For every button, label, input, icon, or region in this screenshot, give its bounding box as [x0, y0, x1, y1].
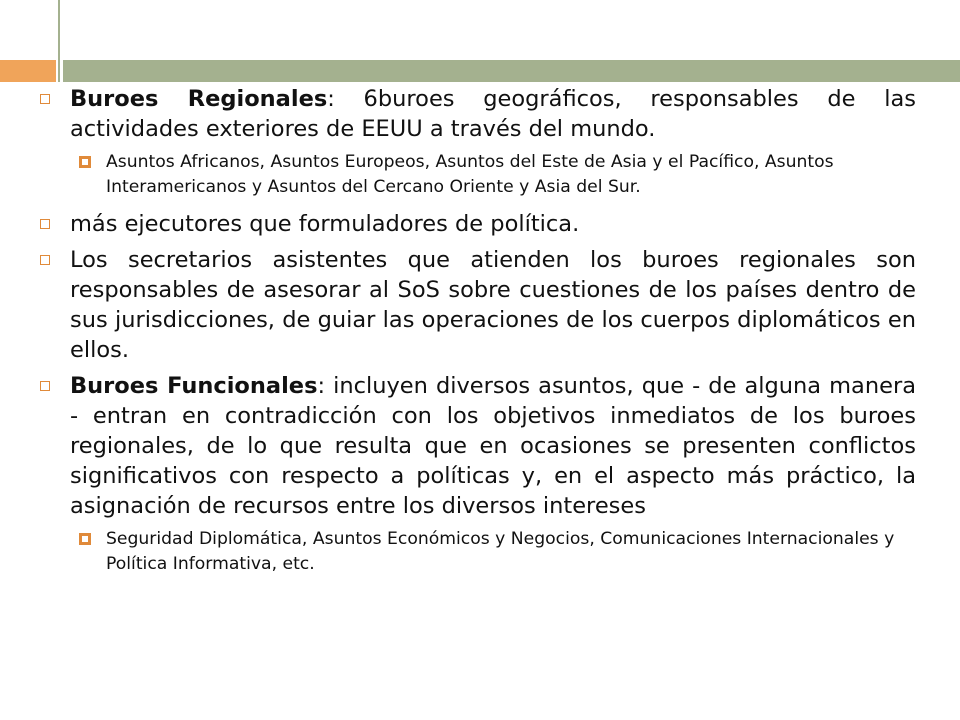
hollow-square-bullet-icon	[40, 255, 50, 265]
bullet-item-executors	[36, 209, 916, 239]
filled-square-bullet-icon	[79, 533, 91, 545]
bullet-text: Los secretarios asistentes que atienden los buroes regionales son responsables de asesorar al SoS sobre cuestiones de los países dentro de sus jurisdicciones, de guiar las operaciones de los cuerpos diplomáticos en ellos.	[70, 247, 916, 363]
slide-body	[36, 84, 916, 586]
hollow-square-bullet-icon	[40, 381, 50, 391]
sub-bullet-functional-list	[36, 527, 916, 576]
bullet-item-regional-bureaus	[36, 84, 916, 144]
header-accent-orange	[0, 60, 56, 82]
bullet-text: : 6buroes geográficos, responsables de las actividades exteriores de EEUU a través del mundo.	[70, 86, 916, 142]
header-accent-green	[63, 60, 960, 82]
hollow-square-bullet-icon	[40, 94, 50, 104]
bullet-item-functional-bureaus	[36, 371, 916, 521]
sub-bullet-text: Asuntos Africanos, Asuntos Europeos, Asuntos del Este de Asia y el Pacífico, Asuntos Interamericanos y Asuntos del Cercano Oriente y Asia del Sur.	[106, 152, 834, 197]
bullet-text: más ejecutores que formuladores de política.	[70, 211, 580, 237]
bullet-item-assistant-secretaries	[36, 245, 916, 365]
bullet-bold-term: Buroes Regionales	[70, 86, 328, 112]
bullet-text: : incluyen diversos asuntos, que - de alguna manera - entran en contradicción con los objetivos inmediatos de los buroes regionales, de lo que resulta que en ocasiones se presenten conflictos significativos con respecto a políticas y, en el aspecto más práctico, la asignación de recursos entre los diversos intereses	[70, 373, 916, 519]
hollow-square-bullet-icon	[40, 219, 50, 229]
filled-square-bullet-icon	[79, 156, 91, 168]
sub-bullet-regional-list	[36, 150, 916, 199]
bullet-bold-term: Buroes Funcionales	[70, 373, 318, 399]
sub-bullet-text: Seguridad Diplomática, Asuntos Económicos y Negocios, Comunicaciones Internacionales y Política Informativa, etc.	[106, 529, 895, 574]
header-vertical-line	[58, 0, 60, 82]
